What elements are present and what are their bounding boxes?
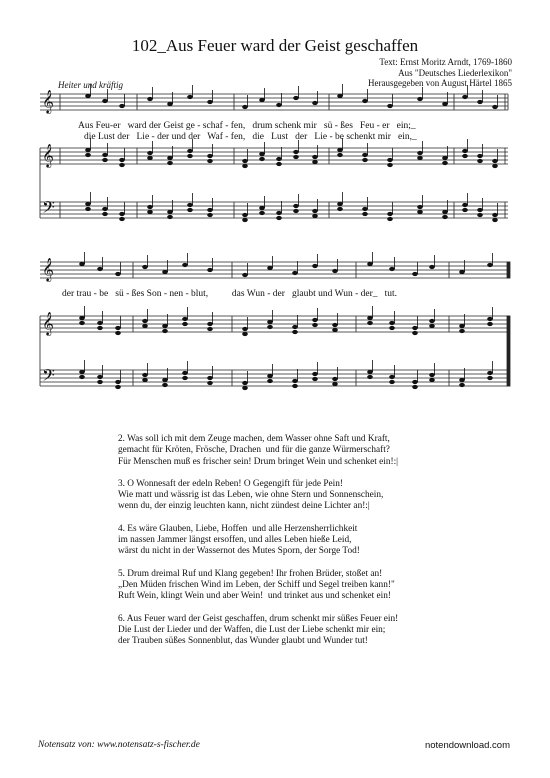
note-head bbox=[207, 381, 213, 385]
note-head bbox=[119, 158, 125, 162]
note-head bbox=[79, 321, 85, 325]
note-head bbox=[389, 267, 395, 271]
note-head bbox=[259, 152, 265, 156]
note-head bbox=[429, 324, 435, 328]
song-title: 102_Aus Feuer ward der Geist geschaffen bbox=[131, 36, 419, 55]
verse-line: Wie matt und wässrig ist das Leben, wie ohne Stern und Sonnenschein, bbox=[118, 490, 384, 501]
note-head bbox=[147, 97, 153, 101]
clef-icon: 𝄞 bbox=[42, 143, 54, 167]
note-head bbox=[293, 209, 299, 213]
note-head bbox=[417, 97, 423, 101]
note-head bbox=[462, 208, 468, 212]
note-head bbox=[102, 153, 108, 157]
note-head bbox=[187, 154, 193, 158]
note-head bbox=[79, 262, 85, 266]
note-head bbox=[442, 156, 448, 160]
note-head bbox=[477, 213, 483, 217]
clef-icon: 𝄢 bbox=[42, 197, 55, 221]
note-head bbox=[242, 386, 248, 390]
note-head bbox=[412, 385, 418, 389]
note-head bbox=[182, 263, 188, 267]
verse-line: im nassen Jammer längst ersoffen, und alles Leben hieße Leid, bbox=[118, 535, 352, 546]
piano-bass-staff bbox=[40, 370, 510, 386]
note-head bbox=[312, 214, 318, 218]
note-head bbox=[276, 157, 282, 161]
note-head bbox=[115, 272, 121, 276]
note-head bbox=[362, 207, 368, 211]
note-head bbox=[259, 98, 265, 102]
note-head bbox=[417, 210, 423, 214]
note-head bbox=[259, 157, 265, 161]
note-head bbox=[79, 375, 85, 379]
verse-line: 3. O Wonnesaft der edeln Reben! O Gegengift für jede Pein! bbox=[118, 478, 343, 489]
note-head bbox=[119, 163, 125, 167]
note-head bbox=[292, 271, 298, 275]
note-head bbox=[337, 94, 343, 98]
note-head bbox=[97, 321, 103, 325]
final-barline bbox=[507, 262, 510, 278]
system2-lyric-verse1: der trau - be sü - ßes Son - nen - blut, das Wun - der glaubt und Wun - der_ tut. bbox=[62, 289, 398, 299]
note-head bbox=[267, 320, 273, 324]
verses-block bbox=[118, 434, 398, 658]
note-head bbox=[442, 215, 448, 219]
note-head bbox=[85, 148, 91, 152]
note-head bbox=[79, 316, 85, 320]
note-head bbox=[115, 385, 121, 389]
note-head bbox=[267, 379, 273, 383]
note-head bbox=[147, 151, 153, 155]
note-head bbox=[412, 331, 418, 335]
note-head bbox=[276, 216, 282, 220]
note-head bbox=[362, 158, 368, 162]
note-head bbox=[242, 273, 248, 277]
note-head bbox=[387, 163, 393, 167]
note-head bbox=[207, 268, 213, 272]
note-head bbox=[242, 327, 248, 331]
note-head bbox=[242, 332, 248, 336]
note-head bbox=[462, 203, 468, 207]
note-head bbox=[293, 150, 299, 154]
clef-icon: 𝄞 bbox=[42, 257, 54, 281]
piano-treble-staff bbox=[40, 316, 510, 332]
note-head bbox=[462, 149, 468, 153]
note-head bbox=[487, 376, 493, 380]
note-head bbox=[293, 204, 299, 208]
final-barline bbox=[507, 316, 510, 386]
note-head bbox=[187, 149, 193, 153]
verse-line: Für Menschen muß es frischer sein! Drum bringet Wein und schenket ein!:| bbox=[118, 456, 399, 467]
note-head bbox=[492, 105, 498, 109]
note-head bbox=[459, 324, 465, 328]
note-head bbox=[312, 372, 318, 376]
note-head bbox=[242, 105, 248, 109]
note-head bbox=[417, 205, 423, 209]
note-head bbox=[389, 321, 395, 325]
note-head bbox=[167, 215, 173, 219]
note-head bbox=[292, 330, 298, 334]
system1-lyric-verse1: Aus Feu-er ward der Geist ge - schaf - fen, drum schenk mir sü - ßes Feu - er ein;_ bbox=[78, 121, 416, 131]
note-head bbox=[207, 213, 213, 217]
verse-line: „Den Müden frischen Wind im Leben, der Schiff und Segel treiben kann!" bbox=[118, 579, 395, 590]
clef-icon: 𝄞 bbox=[42, 311, 54, 335]
piano-bass-staff bbox=[40, 202, 508, 218]
note-head bbox=[332, 323, 338, 327]
note-head bbox=[207, 208, 213, 212]
note-head bbox=[477, 159, 483, 163]
note-head bbox=[459, 378, 465, 382]
note-head bbox=[115, 331, 121, 335]
verse-line: wenn du, der einzig leuchten kann, nicht zündest deine Lichter an!:| bbox=[118, 501, 370, 512]
note-head bbox=[417, 156, 423, 160]
note-head bbox=[389, 380, 395, 384]
note-head bbox=[119, 212, 125, 216]
note-head bbox=[85, 207, 91, 211]
verse-line: 6. Aus Feuer ward der Geist geschaffen, drum schenkt mir süßes Feuer ein! bbox=[118, 613, 399, 624]
note-head bbox=[276, 103, 282, 107]
note-head bbox=[462, 154, 468, 158]
verse-line: der Trauben süßes Sonnenblut, das Wunder glaubt und Wunder tut! bbox=[118, 636, 368, 647]
note-head bbox=[162, 378, 168, 382]
note-head bbox=[312, 318, 318, 322]
note-head bbox=[102, 99, 108, 103]
note-head bbox=[142, 319, 148, 323]
note-head bbox=[242, 213, 248, 217]
note-head bbox=[337, 153, 343, 157]
credit-source: Aus "Deutsches Liederlexikon" bbox=[398, 67, 512, 78]
note-head bbox=[477, 208, 483, 212]
note-head bbox=[442, 102, 448, 106]
note-head bbox=[187, 95, 193, 99]
verse-line: Ruft Wein, klingt Wein und aber Wein! und trinket aus und schenket ein! bbox=[118, 591, 391, 602]
note-head bbox=[119, 104, 125, 108]
note-head bbox=[387, 158, 393, 162]
note-head bbox=[332, 328, 338, 332]
verse-3 bbox=[118, 479, 398, 513]
footer-typesetter: Notensatz von: www.notensatz-s-fischer.de bbox=[38, 740, 200, 750]
note-head bbox=[97, 267, 103, 271]
note-head bbox=[119, 217, 125, 221]
note-head bbox=[182, 322, 188, 326]
note-head bbox=[332, 377, 338, 381]
note-head bbox=[362, 212, 368, 216]
note-head bbox=[142, 265, 148, 269]
note-head bbox=[312, 323, 318, 327]
note-head bbox=[207, 322, 213, 326]
note-head bbox=[259, 211, 265, 215]
note-head bbox=[242, 159, 248, 163]
note-head bbox=[492, 159, 498, 163]
note-head bbox=[429, 373, 435, 377]
note-head bbox=[387, 217, 393, 221]
note-head bbox=[147, 205, 153, 209]
note-head bbox=[492, 213, 498, 217]
note-head bbox=[293, 155, 299, 159]
note-head bbox=[167, 102, 173, 106]
note-head bbox=[387, 212, 393, 216]
verse-line: gemacht für Kröten, Frösche, Drachen und für die ganze Würmerschaft? bbox=[118, 445, 390, 456]
note-head bbox=[147, 156, 153, 160]
footer-site: notendownload.com bbox=[424, 740, 510, 751]
note-head bbox=[207, 154, 213, 158]
note-head bbox=[312, 101, 318, 105]
note-head bbox=[367, 370, 373, 374]
note-head bbox=[477, 100, 483, 104]
system1-lyric-verse2: die Lust der Lie - der und der Waf - fen, die Lust der Lie - be schenkt mir ein,_ bbox=[84, 132, 417, 142]
note-head bbox=[337, 202, 343, 206]
note-head bbox=[167, 161, 173, 165]
note-head bbox=[492, 164, 498, 168]
verse-5 bbox=[118, 569, 398, 603]
note-head bbox=[167, 210, 173, 214]
note-head bbox=[207, 159, 213, 163]
note-head bbox=[267, 266, 273, 270]
note-head bbox=[79, 370, 85, 374]
note-head bbox=[85, 153, 91, 157]
note-head bbox=[367, 262, 373, 266]
note-head bbox=[182, 371, 188, 375]
note-head bbox=[412, 272, 418, 276]
note-head bbox=[85, 94, 91, 98]
note-head bbox=[85, 202, 91, 206]
melody-staff bbox=[40, 94, 508, 110]
note-head bbox=[115, 326, 121, 330]
note-head bbox=[367, 375, 373, 379]
clef-icon: 𝄢 bbox=[42, 365, 55, 389]
note-head bbox=[187, 208, 193, 212]
note-head bbox=[97, 326, 103, 330]
note-head bbox=[332, 269, 338, 273]
note-head bbox=[102, 207, 108, 211]
note-head bbox=[293, 96, 299, 100]
note-head bbox=[292, 325, 298, 329]
note-head bbox=[492, 218, 498, 222]
note-head bbox=[312, 209, 318, 213]
melody-staff bbox=[40, 262, 510, 278]
note-head bbox=[292, 384, 298, 388]
note-head bbox=[487, 322, 493, 326]
note-head bbox=[207, 100, 213, 104]
verse-line: 2. Was soll ich mit dem Zeuge machen, dem Wasser ohne Saft und Kraft, bbox=[118, 434, 390, 444]
note-head bbox=[187, 203, 193, 207]
note-head bbox=[412, 326, 418, 330]
note-head bbox=[162, 324, 168, 328]
note-head bbox=[292, 379, 298, 383]
note-head bbox=[389, 326, 395, 330]
verse-line: wärst du nicht in der Wassernot des Mutes Sporn, der Sorge Tod! bbox=[118, 546, 360, 557]
note-head bbox=[207, 327, 213, 331]
note-head bbox=[276, 211, 282, 215]
note-head bbox=[162, 270, 168, 274]
note-head bbox=[276, 162, 282, 166]
note-head bbox=[442, 210, 448, 214]
verse-line: 4. Es wäre Glauben, Liebe, Hoffen und alle Herzensherrlichkeit bbox=[118, 523, 358, 534]
note-head bbox=[429, 265, 435, 269]
note-head bbox=[182, 376, 188, 380]
note-head bbox=[167, 156, 173, 160]
note-head bbox=[162, 329, 168, 333]
note-head bbox=[477, 154, 483, 158]
note-head bbox=[417, 151, 423, 155]
tempo-marking: Heiter und kräftig bbox=[58, 80, 123, 90]
note-head bbox=[142, 324, 148, 328]
note-head bbox=[429, 319, 435, 323]
note-head bbox=[115, 380, 121, 384]
note-head bbox=[387, 104, 393, 108]
note-head bbox=[242, 381, 248, 385]
verse-4 bbox=[118, 524, 398, 558]
note-head bbox=[242, 164, 248, 168]
note-head bbox=[442, 161, 448, 165]
note-head bbox=[487, 371, 493, 375]
note-head bbox=[487, 317, 493, 321]
note-head bbox=[142, 373, 148, 377]
note-head bbox=[182, 317, 188, 321]
note-head bbox=[242, 218, 248, 222]
note-head bbox=[312, 160, 318, 164]
note-head bbox=[389, 375, 395, 379]
note-head bbox=[459, 270, 465, 274]
note-head bbox=[337, 148, 343, 152]
note-head bbox=[362, 153, 368, 157]
note-head bbox=[367, 321, 373, 325]
note-head bbox=[102, 158, 108, 162]
verse-line: Die Lust der Lieder und der Waffen, die Lust der Liebe schenkt mir ein; bbox=[118, 624, 386, 635]
note-head bbox=[337, 207, 343, 211]
note-head bbox=[312, 264, 318, 268]
note-head bbox=[267, 325, 273, 329]
note-head bbox=[412, 380, 418, 384]
clef-icon: 𝄞 bbox=[42, 89, 54, 113]
verse-6 bbox=[118, 614, 398, 648]
note-head bbox=[207, 376, 213, 380]
note-head bbox=[312, 155, 318, 159]
note-head bbox=[267, 374, 273, 378]
note-head bbox=[332, 382, 338, 386]
note-head bbox=[429, 378, 435, 382]
note-head bbox=[462, 95, 468, 99]
piano-treble-staff bbox=[40, 148, 508, 164]
note-head bbox=[102, 212, 108, 216]
note-head bbox=[487, 263, 493, 267]
verse-line: 5. Drum dreimal Ruf und Klang gegeben! Ihr frohen Brüder, stoßet an! bbox=[118, 568, 383, 579]
note-head bbox=[362, 99, 368, 103]
note-head bbox=[459, 329, 465, 333]
note-head bbox=[97, 375, 103, 379]
note-head bbox=[162, 383, 168, 387]
note-head bbox=[367, 316, 373, 320]
note-head bbox=[142, 378, 148, 382]
verse-2 bbox=[118, 434, 398, 468]
note-head bbox=[259, 206, 265, 210]
note-head bbox=[459, 383, 465, 387]
credit-text-author: Text: Ernst Moritz Arndt, 1769-1860 bbox=[379, 57, 512, 67]
credit-publisher: Herausgegeben von August Härtel 1865 bbox=[368, 78, 512, 88]
note-head bbox=[312, 377, 318, 381]
note-head bbox=[97, 380, 103, 384]
note-head bbox=[147, 210, 153, 214]
